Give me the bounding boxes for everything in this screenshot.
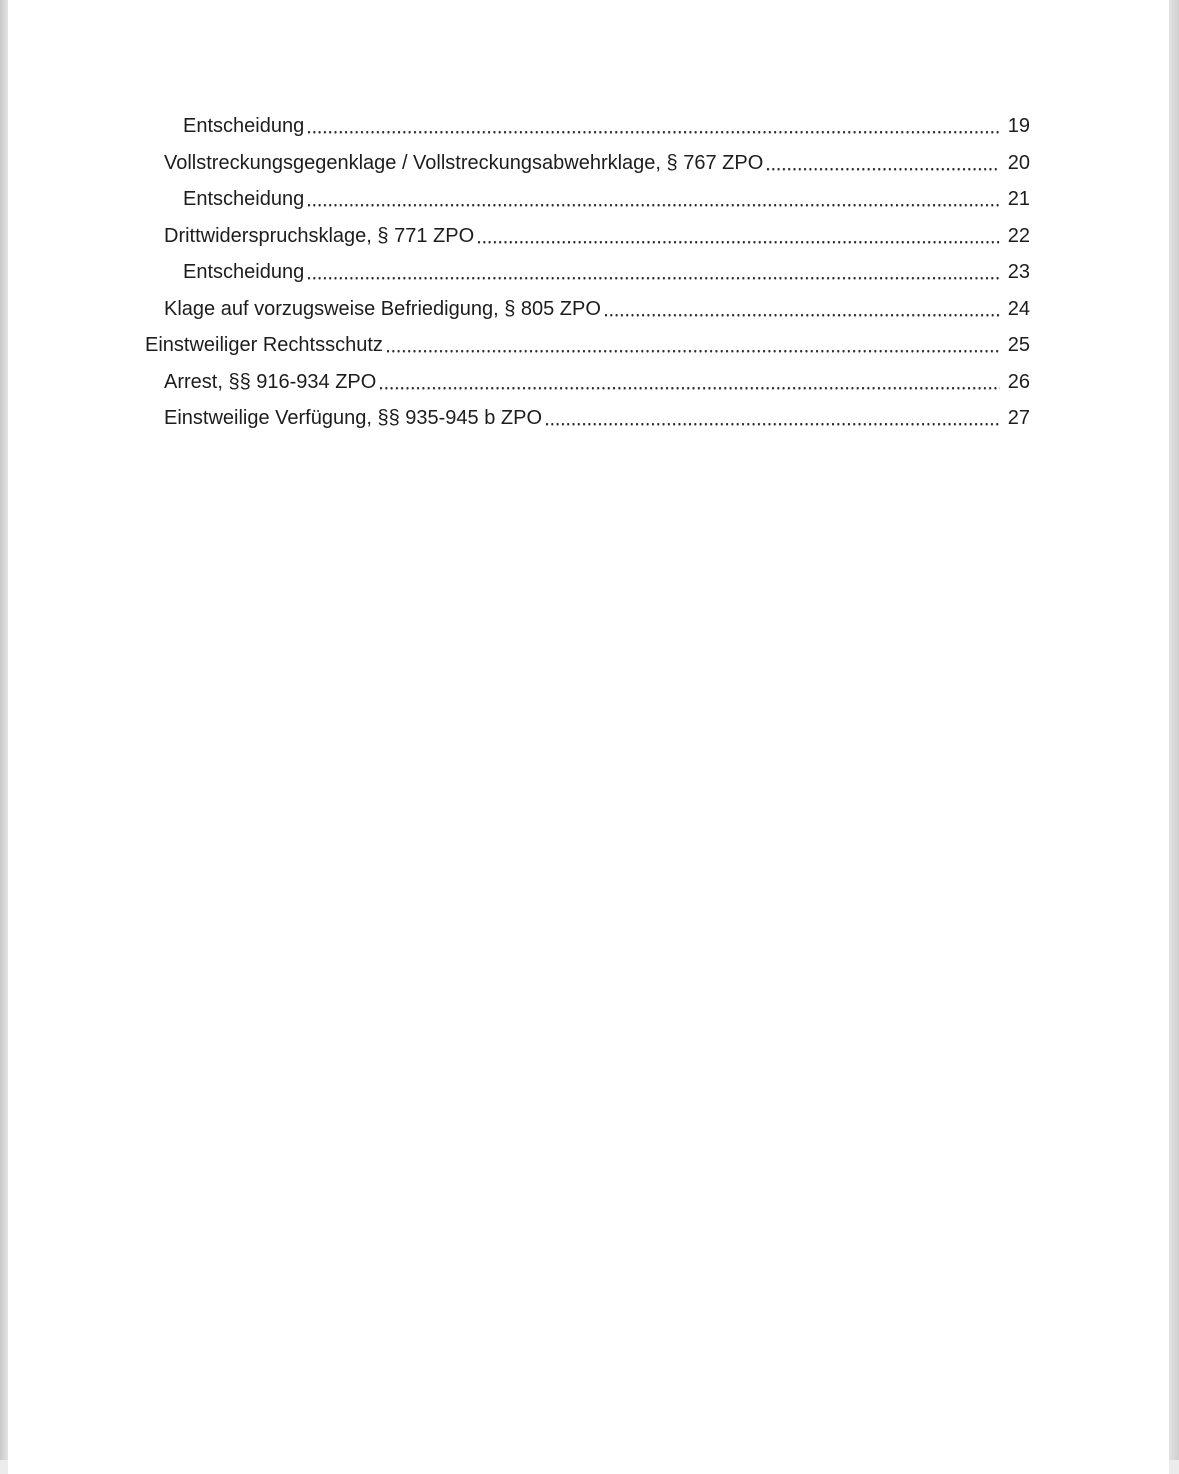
- toc-entry-label: Entscheidung: [183, 115, 305, 137]
- toc-page-number: 26: [1007, 370, 1030, 393]
- toc-dot-leader: [380, 364, 1000, 401]
- toc-page-number: 21: [1007, 188, 1030, 210]
- toc-entry-label: Entscheidung: [183, 261, 305, 283]
- toc-entry[interactable]: [145, 145, 1030, 182]
- toc-entry-label: Arrest, §§ 916-934 ZPO: [164, 370, 377, 393]
- toc-entry[interactable]: [145, 291, 1030, 328]
- toc-page-number: 25: [1007, 334, 1030, 356]
- toc-entry-label: Entscheidung: [183, 188, 305, 210]
- toc-entry[interactable]: [145, 218, 1030, 255]
- toc-dot-leader: [546, 400, 1000, 437]
- window-gutter-left: [0, 0, 8, 1474]
- toc-dot-leader: [605, 291, 1000, 328]
- toc-entry[interactable]: [145, 400, 1030, 437]
- window-gutter-right: [1169, 0, 1179, 1474]
- toc-dot-leader: [308, 181, 1000, 218]
- toc-entry[interactable]: [145, 254, 1030, 291]
- toc-page-number: 23: [1007, 261, 1030, 283]
- toc-entry-label: Klage auf vorzugsweise Befriedigung, § 805 ZPO: [164, 297, 601, 320]
- toc-dot-leader: [308, 108, 1000, 145]
- toc-page-number: 27: [1007, 407, 1030, 429]
- toc-dot-leader: [308, 254, 1000, 291]
- toc-entry-label: Drittwiderspruchsklage, § 771 ZPO: [164, 224, 475, 247]
- toc-entry-label: Einstweiliger Rechtsschutz: [145, 334, 383, 356]
- toc-dot-leader: [767, 145, 1000, 182]
- table-of-contents: [8, 0, 1169, 437]
- toc-entry[interactable]: [145, 327, 1030, 364]
- toc-dot-leader: [478, 218, 1000, 255]
- toc-dot-leader: [387, 327, 1000, 364]
- toc-entry-label: Vollstreckungsgegenklage / Vollstreckungsabwehrklage, § 767 ZPO: [164, 151, 764, 174]
- toc-page-number: 22: [1007, 224, 1030, 247]
- toc-page-number: 20: [1007, 151, 1030, 174]
- toc-page-number: 24: [1007, 297, 1030, 320]
- toc-entry[interactable]: [145, 181, 1030, 218]
- toc-entry[interactable]: [145, 364, 1030, 401]
- toc-entry[interactable]: [145, 108, 1030, 145]
- document-page: [8, 0, 1169, 1474]
- toc-entry-label: Einstweilige Verfügung, §§ 935-945 b ZPO: [164, 407, 543, 429]
- toc-page-number: 19: [1007, 115, 1030, 137]
